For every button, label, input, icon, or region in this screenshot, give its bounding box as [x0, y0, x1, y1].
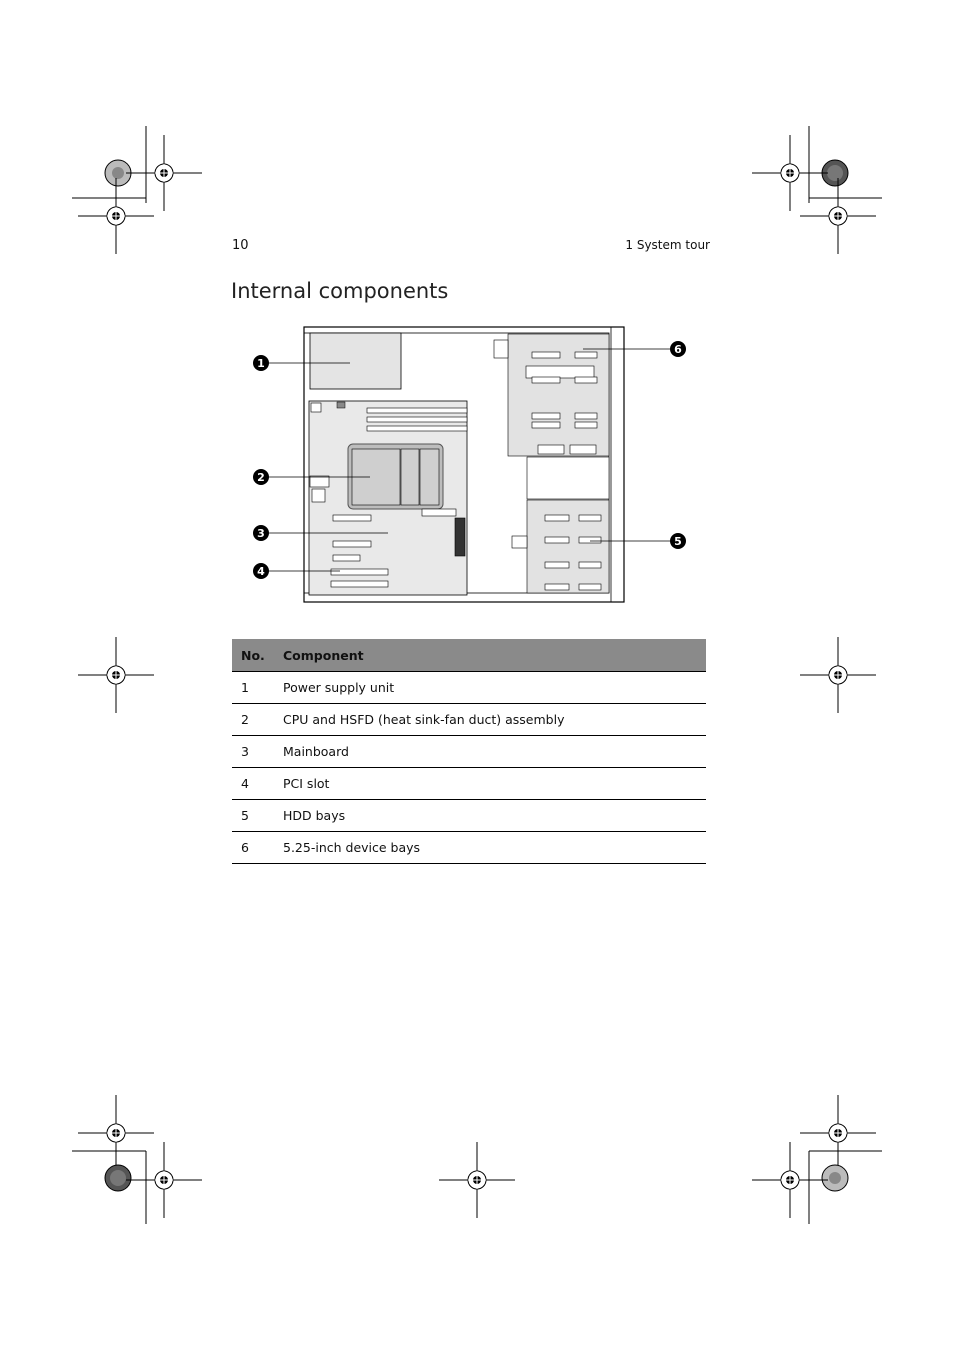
row-component: CPU and HSFD (heat sink-fan duct) assembly — [283, 704, 706, 736]
row-number: 2 — [232, 704, 283, 736]
internal-components-diagram — [248, 322, 682, 607]
callout-4-label: 4 — [257, 565, 265, 578]
column-header-no: No. — [232, 639, 283, 672]
callout-3-label: 3 — [257, 527, 265, 540]
callout-6-label: 6 — [674, 343, 682, 356]
table-header-row — [232, 639, 706, 672]
column-header-component: Component — [283, 639, 706, 672]
pci-slot — [331, 569, 388, 575]
row-component: 5.25-inch device bays — [283, 832, 706, 864]
pci-slot — [333, 555, 360, 561]
callout-6 — [670, 341, 686, 357]
row-number: 5 — [232, 800, 283, 832]
section-title: Internal components — [231, 279, 449, 303]
callout-4 — [253, 563, 269, 579]
components-table — [232, 639, 706, 864]
pci-slot — [331, 581, 388, 587]
row-component: HDD bays — [283, 800, 706, 832]
table-row — [232, 736, 706, 768]
callout-1-label: 1 — [257, 357, 265, 370]
hdd-bays — [527, 500, 609, 593]
callout-2-label: 2 — [257, 471, 265, 484]
callout-1 — [253, 355, 269, 371]
row-component: Power supply unit — [283, 672, 706, 704]
power-supply-unit — [310, 333, 401, 389]
row-number: 6 — [232, 832, 283, 864]
table-row — [232, 704, 706, 736]
table-row — [232, 768, 706, 800]
row-number: 3 — [232, 736, 283, 768]
chapter-header: 1 System tour — [625, 238, 710, 252]
page-number: 10 — [232, 238, 249, 253]
row-component: Mainboard — [283, 736, 706, 768]
table-row — [232, 832, 706, 864]
table-row — [232, 800, 706, 832]
pci-slot — [333, 541, 371, 547]
callout-5 — [670, 533, 686, 549]
callout-2 — [253, 469, 269, 485]
callout-5-label: 5 — [674, 535, 682, 548]
row-number: 4 — [232, 768, 283, 800]
row-number: 1 — [232, 672, 283, 704]
table-row — [232, 672, 706, 704]
pci-slot — [333, 515, 371, 521]
callout-3 — [253, 525, 269, 541]
row-component: PCI slot — [283, 768, 706, 800]
